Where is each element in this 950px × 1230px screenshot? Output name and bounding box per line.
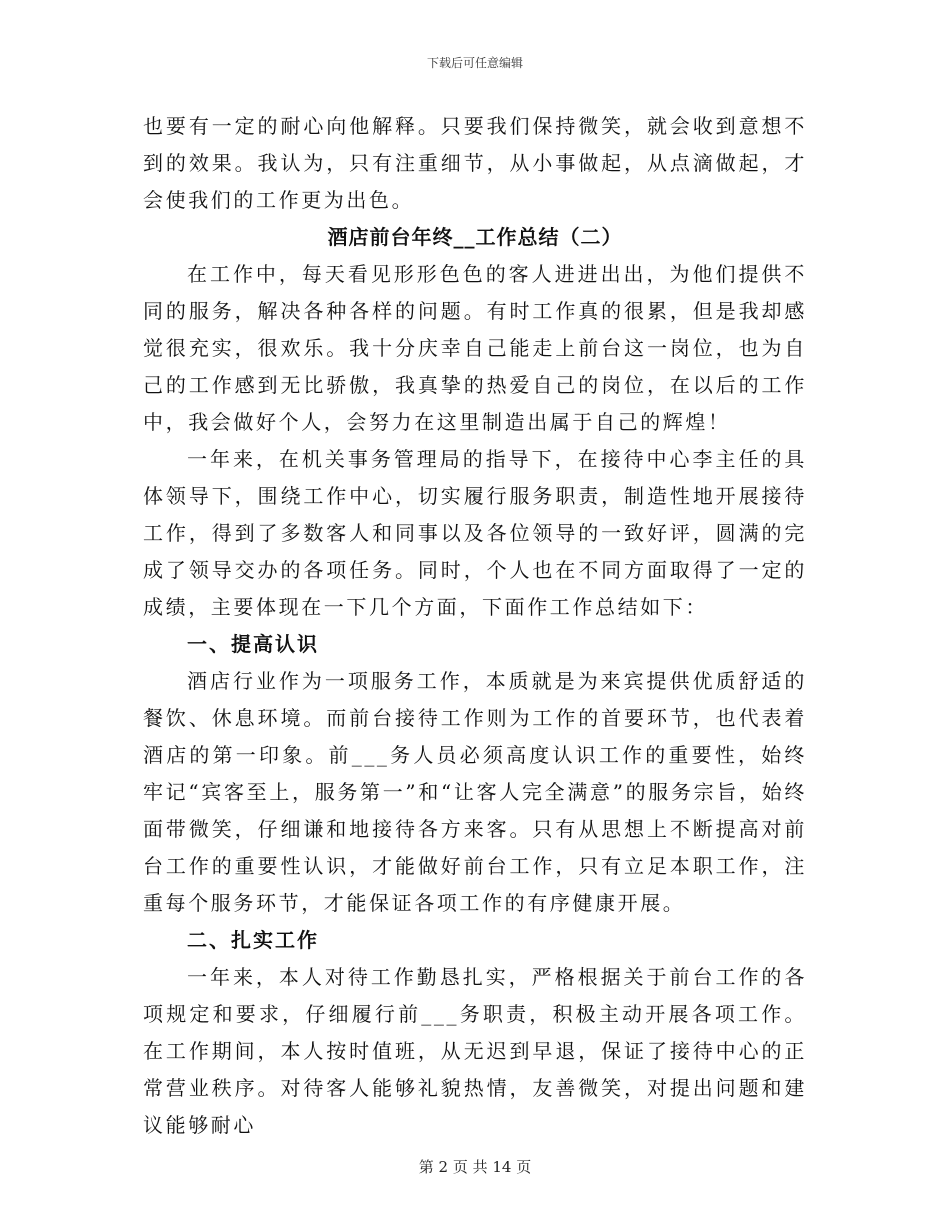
section-title: 酒店前台年终__工作总结（二） [327, 225, 623, 249]
paragraph-continuation: 也要有一定的耐心向他解释。只要我们保持微笑，就会收到意想不到的效果。我认为，只有注重细节，从小事做起，从点滴做起，才会使我们的工作更为出色。 [143, 114, 807, 212]
paragraph-awareness: 酒店行业作为一项服务工作，本质就是为来宾提供优质舒适的餐饮、休息环境。而前台接待工作则为工作的首要环节，也代表着酒店的第一印象。前___务人员必须高度认识工作的重要性，始终牢记“宾客至上，服务第一”和“让客人完全满意”的服务宗旨，始终面带微笑，仔细谦和地接待各方来客。只有从思想上不断提高对前台工作的重要性认识，才能做好前台工作，只有立足本职工作，注重每个服务环节，才能保证各项工作的有序健康开展。 [143, 669, 807, 915]
paragraph-summary: 一年来，在机关事务管理局的指导下，在接待中心李主任的具体领导下，围绕工作中心，切实履行服务职责，制造性地开展接待工作，得到了多数客人和同事以及各位领导的一致好评，圆满的完成了领导交办的各项任务。同时，个人也在不同方面取得了一定的成绩，主要体现在一下几个方面，下面作工作总结如下： [143, 447, 807, 619]
heading-improve-awareness: 一、提高认识 [187, 632, 319, 656]
document-body [143, 108, 807, 1144]
page-header: 下载后可任意编辑 [426, 56, 523, 70]
paragraph-intro: 在工作中，每天看见形形色色的客人进进出出，为他们提供不同的服务，解决各种各样的问题。有时工作真的很累，但是我却感觉很充实，很欢乐。我十分庆幸自己能走上前台这一岗位，也为自己的工作感到无比骄傲，我真挚的热爱自己的岗位，在以后的工作中，我会做好个人，会努力在这里制造出属于自己的辉煌！ [143, 262, 807, 434]
paragraph-work: 一年来，本人对待工作勤恳扎实，严格根据关于前台工作的各项规定和要求，仔细履行前___务职责，积极主动开展各项工作。在工作期间，本人按时值班，从无迟到早退，保证了接待中心的正常营业秩序。对待客人能够礼貌热情，友善微笑，对提出问题和建议能够耐心 [143, 965, 807, 1137]
heading-solid-work: 二、扎实工作 [187, 928, 319, 952]
page-footer: 第 2 页 共 14 页 [418, 1158, 532, 1176]
